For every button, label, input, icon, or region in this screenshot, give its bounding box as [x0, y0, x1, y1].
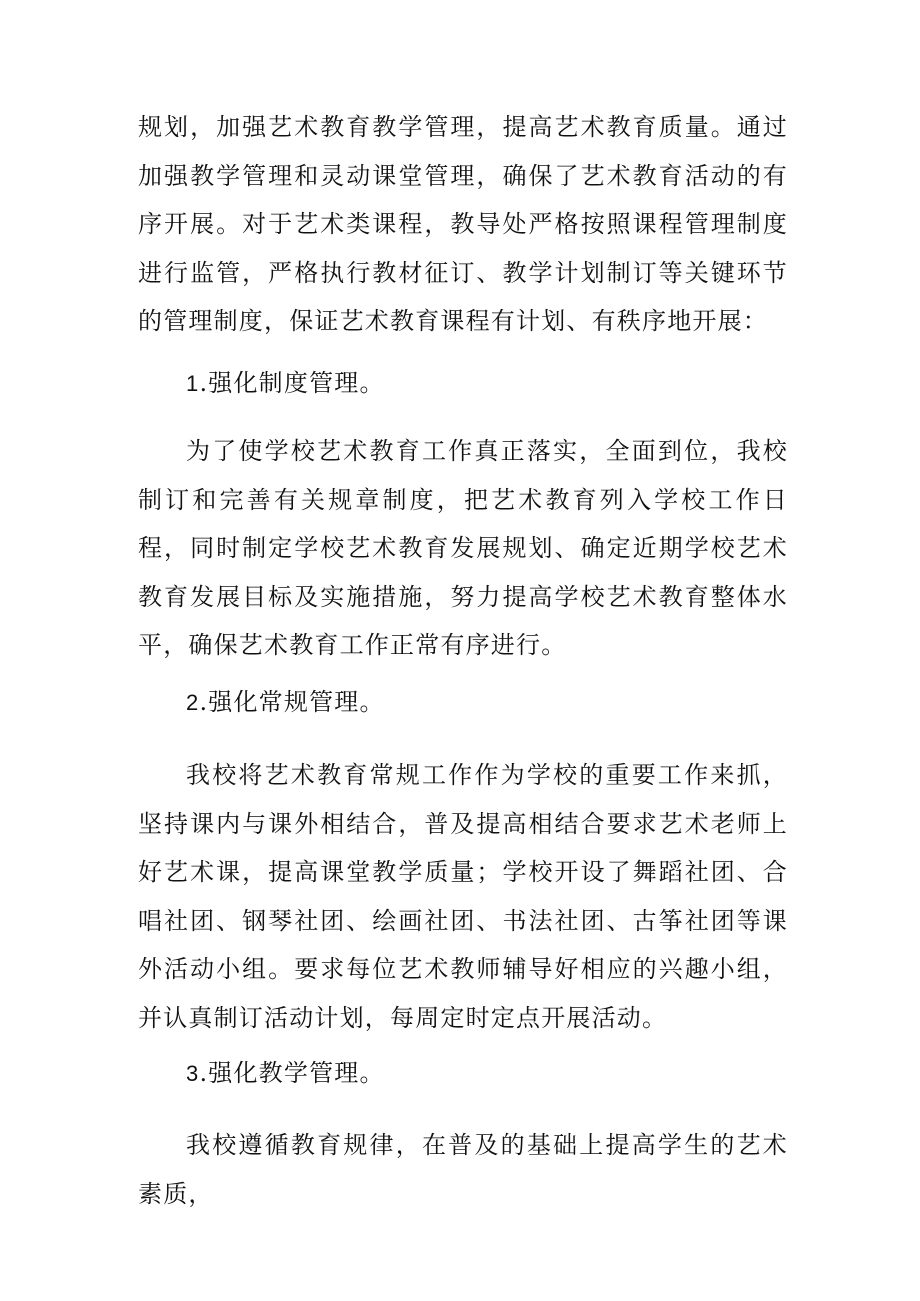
paragraph-routine-management: 我校将艺术教育常规工作作为学校的重要工作来抓，坚持课内与课外相结合，普及提高相结合要求艺术老师上好艺术课，提高课堂教学质量；学校开设了舞蹈社团、合唱社团、钢琴社团、绘画社团、书法社团、古筝社团等课外活动小组。要求每位艺术教师辅导好相应的兴趣小组，并认真制订活动计划，每周定时定点开展活动。 — [138, 761, 788, 1032]
paragraph-system-management: 为了使学校艺术教育工作真正落实，全面到位，我校制订和完善有关规章制度，把艺术教育列入学校工作日程，同时制定学校艺术教育发展规划、确定近期学校艺术教育发展目标及实施措施，努力提高学校艺术教育整体水平，确保艺术教育工作正常有序进行。 — [138, 437, 788, 659]
section-heading-1 — [186, 367, 385, 400]
section-number-3: 3 — [186, 1061, 200, 1086]
section-title-2: .强化常规管理。 — [199, 688, 385, 716]
section-title-3: .强化教学管理。 — [199, 1059, 385, 1087]
paragraph-continuation: 规划，加强艺术教育教学管理，提高艺术教育质量。通过加强教学管理和灵动课堂管理，确保了艺术教育活动的有序开展。对于艺术类课程，教导处严格按照课程管理制度进行监管，严格执行教材征订、教学计划制订等关键环节的管理制度，保证艺术教育课程有计划、有秩序地开展： — [138, 113, 788, 335]
section-heading-2 — [186, 686, 385, 719]
section-number-1: 1 — [186, 371, 200, 396]
section-number-2: 2 — [186, 690, 200, 715]
section-title-1: .强化制度管理。 — [199, 369, 385, 397]
section-heading-3 — [186, 1057, 385, 1090]
paragraph-teaching-management: 我校遵循教育规律，在普及的基础上提高学生的艺术素质， — [138, 1131, 788, 1208]
